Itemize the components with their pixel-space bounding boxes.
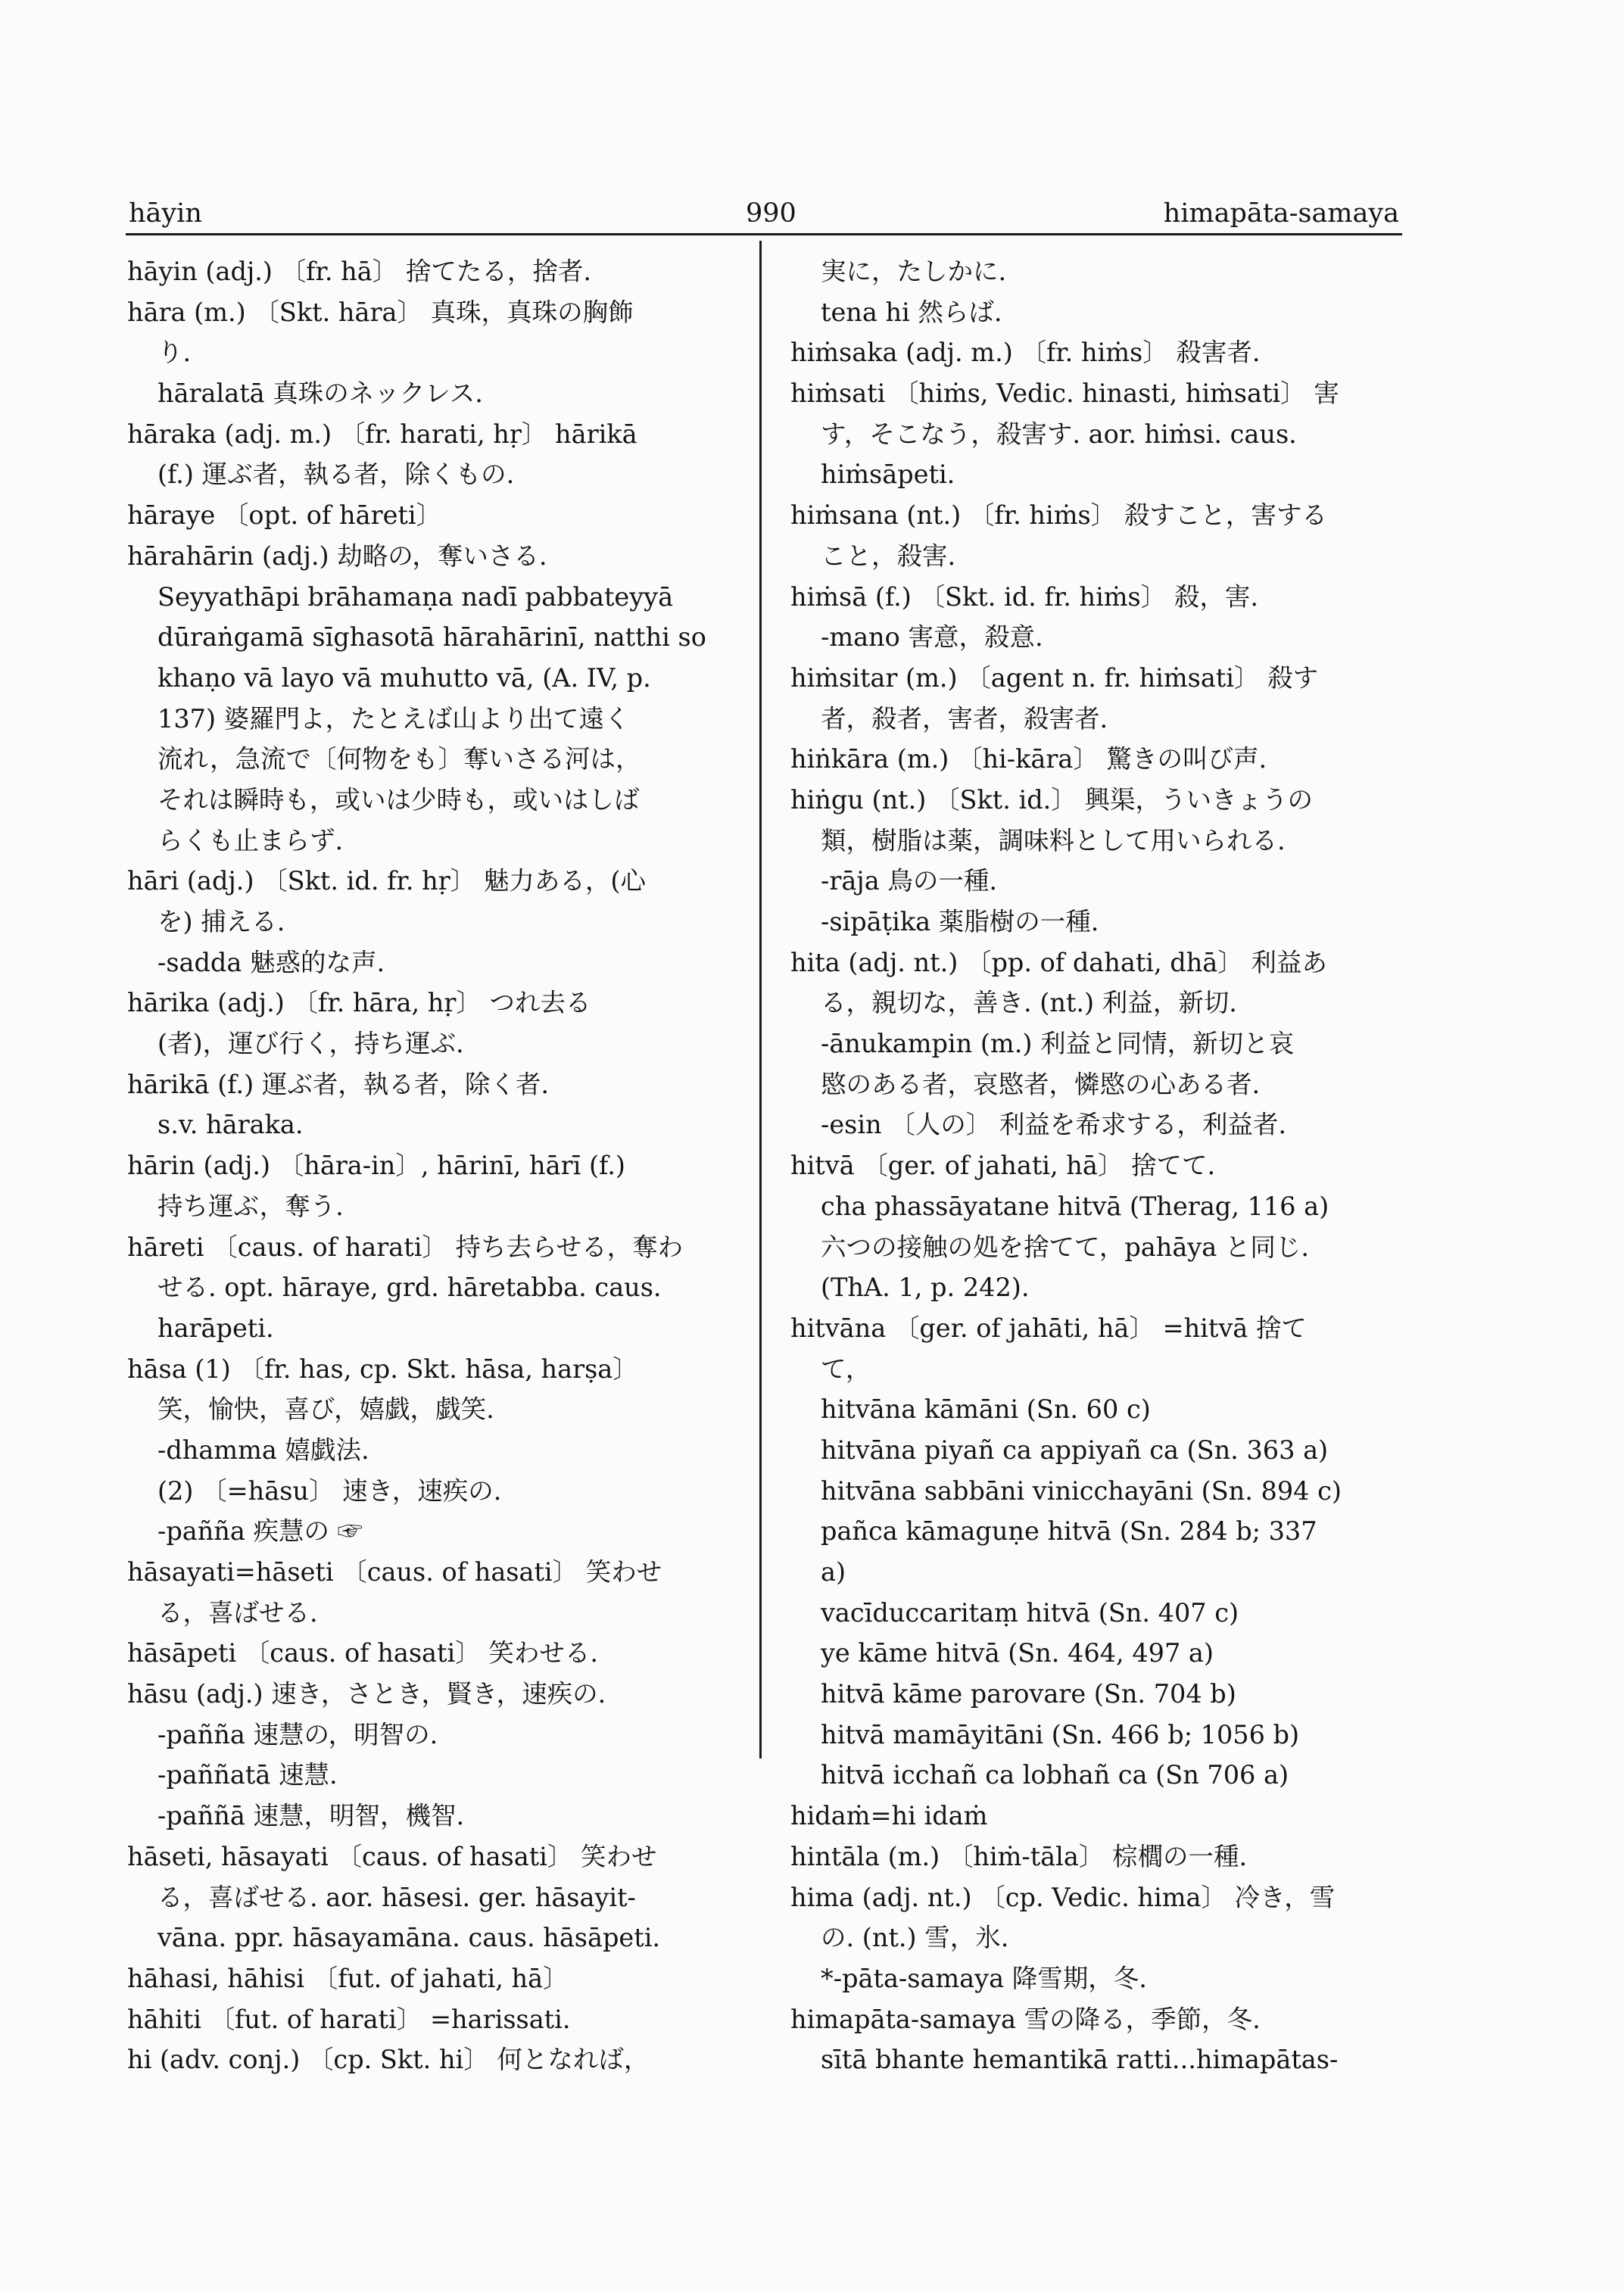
entry-continuation-line: 実に，たしかに. (821, 257, 1007, 286)
dictionary-entry-line: hi (adv. conj.) 〔cp. Skt. hi〕 何となれば， (127, 2045, 650, 2075)
entry-continuation-line: こと，殺害. (821, 541, 956, 571)
right-column (790, 251, 1405, 2080)
entry-continuation-line: 持ち運ぶ，奪う. (157, 1191, 344, 1221)
entry-continuation-line: -mano 害意，殺意. (821, 622, 1043, 653)
dictionary-entry-line: hiṁsā (f.) 〔Skt. id. fr. hiṁs〕 殺，害. (790, 581, 1259, 612)
dictionary-entry-line: hiṅgu (nt.) 〔Skt. id.〕 興渠，ういきょうの (790, 784, 1313, 815)
page-number: 990 (746, 198, 796, 229)
dictionary-entry-line: hita (adj. nt.) 〔pp. of dahati, dhā〕 利益あ (790, 947, 1327, 977)
dictionary-entry-line: hāsāpeti 〔caus. of hasati〕 笑わせる. (127, 1638, 599, 1668)
dictionary-entry-line: hiṁsati 〔hiṁs, Vedic. hinasti, hiṁsati〕 害 (790, 379, 1339, 409)
entry-continuation-line: を) 捕える. (157, 907, 285, 936)
dictionary-entry-line: hāri (adj.) 〔Skt. id. fr. hṛ〕 魅力ある，(心 (127, 866, 646, 896)
dictionary-entry-line: hima (adj. nt.) 〔cp. Vedic. hima〕 冷き，雪 (790, 1882, 1336, 1912)
dictionary-entry-line: hitvāna 〔ger. of jahāti, hā〕 =hitvā 捨て (790, 1313, 1307, 1343)
entry-continuation-line: tena hi 然らば. (821, 297, 1002, 327)
entry-continuation-line: -paññatā 速慧. (157, 1760, 338, 1790)
entry-continuation-line: hitvāna kāmāni (Sn. 60 c) (821, 1394, 1151, 1425)
entry-continuation-line: それは瞬時も，或いは少時も，或いはしば (157, 784, 640, 815)
entry-continuation-line: vāna. ppr. hāsayamāna. caus. hāsāpeti. (157, 1923, 661, 1953)
entry-continuation-line: -sadda 魅惑的な声. (157, 947, 385, 977)
dictionary-entry-line: hārika (adj.) 〔fr. hāra, hṛ〕 つれ去る (127, 988, 591, 1018)
entry-continuation-line: cha phassāyatane hitvā (Therag, 116 a) (821, 1191, 1329, 1221)
dictionary-entry-line: hāhiti 〔fut. of harati〕 =harissati. (127, 2004, 571, 2034)
entry-continuation-line: る，喜ばせる. (157, 1597, 318, 1628)
running-head-left: hāyin (129, 198, 202, 229)
entry-continuation-line: -sipāṭika 薬脂樹の一種. (821, 907, 1099, 936)
entry-continuation-line: -ānukampin (m.) 利益と同情，新切と哀 (821, 1029, 1295, 1059)
dictionary-entry-line: hāreti 〔caus. of harati〕 持ち去らせる，奪わ (127, 1232, 684, 1262)
entry-continuation-line: 愍のある者，哀愍者，憐愍の心ある者. (821, 1069, 1261, 1099)
dictionary-entry-line: hārahārin (adj.) 劫略の，奪いさる. (127, 541, 547, 571)
entry-continuation-line: 137) 婆羅門よ，たとえば山より出て遠く (157, 703, 630, 734)
entry-continuation-line: khaṇo vā layo vā muhutto vā, (A. IV, p. (157, 662, 651, 693)
entry-continuation-line: a) (821, 1557, 846, 1587)
dictionary-entry-line: hāhasi, hāhisi 〔fut. of jahati, hā〕 (127, 1963, 569, 1993)
dictionary-entry-line: hārin (adj.) 〔hāra-in〕, hārinī, hārī (f.) (127, 1151, 625, 1181)
entry-continuation-line: -dhamma 嬉戯法. (157, 1435, 369, 1465)
entry-continuation-line: (ThA. 1, p. 242). (821, 1273, 1030, 1303)
entry-continuation-line: vacīduccaritaṃ hitvā (Sn. 407 c) (821, 1597, 1239, 1628)
entry-continuation-line: 流れ，急流で〔何物をも〕奪いさる河は， (157, 744, 641, 774)
entry-continuation-line: s.v. hāraka. (157, 1110, 304, 1140)
entry-continuation-line: る，親切な，善き. (nt.) 利益，新切. (821, 988, 1237, 1018)
dictionary-entry-line: hiṁsana (nt.) 〔fr. hiṁs〕 殺すこと，害する (790, 500, 1327, 531)
entry-continuation-line: -rāja 鳥の一種. (821, 866, 997, 896)
dictionary-entry-line: hintāla (m.) 〔hiṁ-tāla〕 棕櫚の一種. (790, 1841, 1248, 1871)
dictionary-entry-line: hiṁsitar (m.) 〔agent n. fr. hiṁsati〕 殺す (790, 662, 1319, 693)
dictionary-entry-line: hāraye 〔opt. of hāreti〕 (127, 500, 442, 531)
entry-continuation-line: hāralatā 真珠のネックレス. (157, 379, 483, 409)
entry-continuation-line: hitvā mamāyitāni (Sn. 466 b; 1056 b) (821, 1719, 1300, 1749)
entry-continuation-line: (f.) 運ぶ者，執る者，除くもの. (157, 460, 515, 490)
entry-continuation-line: せる. opt. hāraye, grd. hāretabba. caus. (157, 1273, 662, 1303)
dictionary-entry-line: hārikā (f.) 運ぶ者，執る者，除く者. (127, 1069, 549, 1099)
entry-continuation-line: -pañña 疾慧の ☞ (157, 1516, 363, 1547)
dictionary-entry-line: hāsa (1) 〔fr. has, cp. Skt. hāsa, harṣa〕 (127, 1354, 638, 1384)
entry-continuation-line: hitvā icchañ ca lobhañ ca (Sn 706 a) (821, 1760, 1289, 1790)
dictionary-entry-line: hāsu (adj.) 速き，さとき，賢き，速疾の. (127, 1679, 606, 1709)
entry-continuation-line: -paññā 速慧，明智，機智. (157, 1801, 465, 1831)
entry-continuation-line: て， (821, 1354, 871, 1384)
dictionary-entry-line: hāsayati=hāseti 〔caus. of hasati〕 笑わせ (127, 1557, 662, 1587)
dictionary-entry-line: himapāta-samaya 雪の降る，季節，冬. (790, 2004, 1261, 2034)
column-divider (759, 241, 762, 1759)
entry-continuation-line: hitvāna piyañ ca appiyañ ca (Sn. 363 a) (821, 1435, 1329, 1465)
left-column (127, 251, 742, 2080)
entry-continuation-line: 類，樹脂は薬，調味料として用いられる. (821, 825, 1286, 855)
entry-continuation-line: hitvāna sabbāni vinicchayāni (Sn. 894 c) (821, 1475, 1342, 1506)
dictionary-entry-line: hāyin (adj.) 〔fr. hā〕 捨てたる，捨者. (127, 257, 592, 286)
entry-continuation-line: (2) 〔=hāsu〕 速き，速疾の. (157, 1475, 502, 1506)
running-head-right: himapāta-samaya (1163, 198, 1399, 229)
dictionary-entry-line: hāraka (adj. m.) 〔fr. harati, hṛ〕 hārikā (127, 419, 637, 449)
entry-continuation-line: *-pāta-samaya 降雪期，冬. (821, 1963, 1147, 1993)
entry-continuation-line: -esin 〔人の〕 利益を希求する，利益者. (821, 1110, 1287, 1140)
entry-continuation-line: harāpeti. (157, 1313, 274, 1343)
entry-continuation-line: hitvā kāme parovare (Sn. 704 b) (821, 1679, 1236, 1709)
entry-continuation-line: ye kāme hitvā (Sn. 464, 497 a) (821, 1638, 1214, 1668)
entry-continuation-line: -pañña 速慧の，明智の. (157, 1719, 438, 1749)
entry-continuation-line: らくも止まらず. (157, 825, 344, 855)
entry-continuation-line: 者，殺者，害者，殺害者. (821, 703, 1108, 734)
dictionary-entry-line: hiṅkāra (m.) 〔hi-kāra〕 驚きの叫び声. (790, 744, 1267, 774)
entry-continuation-line: る，喜ばせる. aor. hāsesi. ger. hāsayit- (157, 1882, 636, 1912)
entry-continuation-line: 六つの接触の処を捨てて，pahāya と同じ. (821, 1232, 1309, 1262)
entry-continuation-line: す，そこなう，殺害す. aor. hiṁsi. caus. (821, 419, 1297, 449)
dictionary-entry-line: hidaṁ=hi idaṁ (790, 1801, 988, 1831)
entry-continuation-line: り. (157, 338, 192, 368)
entry-continuation-line: Seyyathāpi brāhamaṇa nadī pabbateyyā (157, 581, 674, 612)
entry-continuation-line: (者)，運び行く，持ち運ぶ. (157, 1029, 464, 1059)
header-rule (126, 233, 1402, 235)
dictionary-entry-line: hitvā 〔ger. of jahati, hā〕 捨てて. (790, 1151, 1216, 1181)
entry-continuation-line: 笑，愉快，喜び，嬉戯，戯笑. (157, 1394, 494, 1425)
entry-continuation-line: hiṁsāpeti. (821, 460, 955, 490)
entry-continuation-line: pañca kāmaguṇe hitvā (Sn. 284 b; 337 (821, 1516, 1317, 1547)
dictionary-entry-line: hāra (m.) 〔Skt. hāra〕 真珠，真珠の胸飾 (127, 297, 634, 327)
entry-continuation-line: の. (nt.) 雪，氷. (821, 1923, 1009, 1953)
entry-continuation-line: dūraṅgamā sīghasotā hārahārinī, natthi so (157, 622, 706, 653)
entry-continuation-line: sītā bhante hemantikā ratti...himapātas- (821, 2045, 1339, 2075)
dictionary-entry-line: hāseti, hāsayati 〔caus. of hasati〕 笑わせ (127, 1841, 657, 1871)
dictionary-entry-line: hiṁsaka (adj. m.) 〔fr. hiṁs〕 殺害者. (790, 338, 1261, 368)
